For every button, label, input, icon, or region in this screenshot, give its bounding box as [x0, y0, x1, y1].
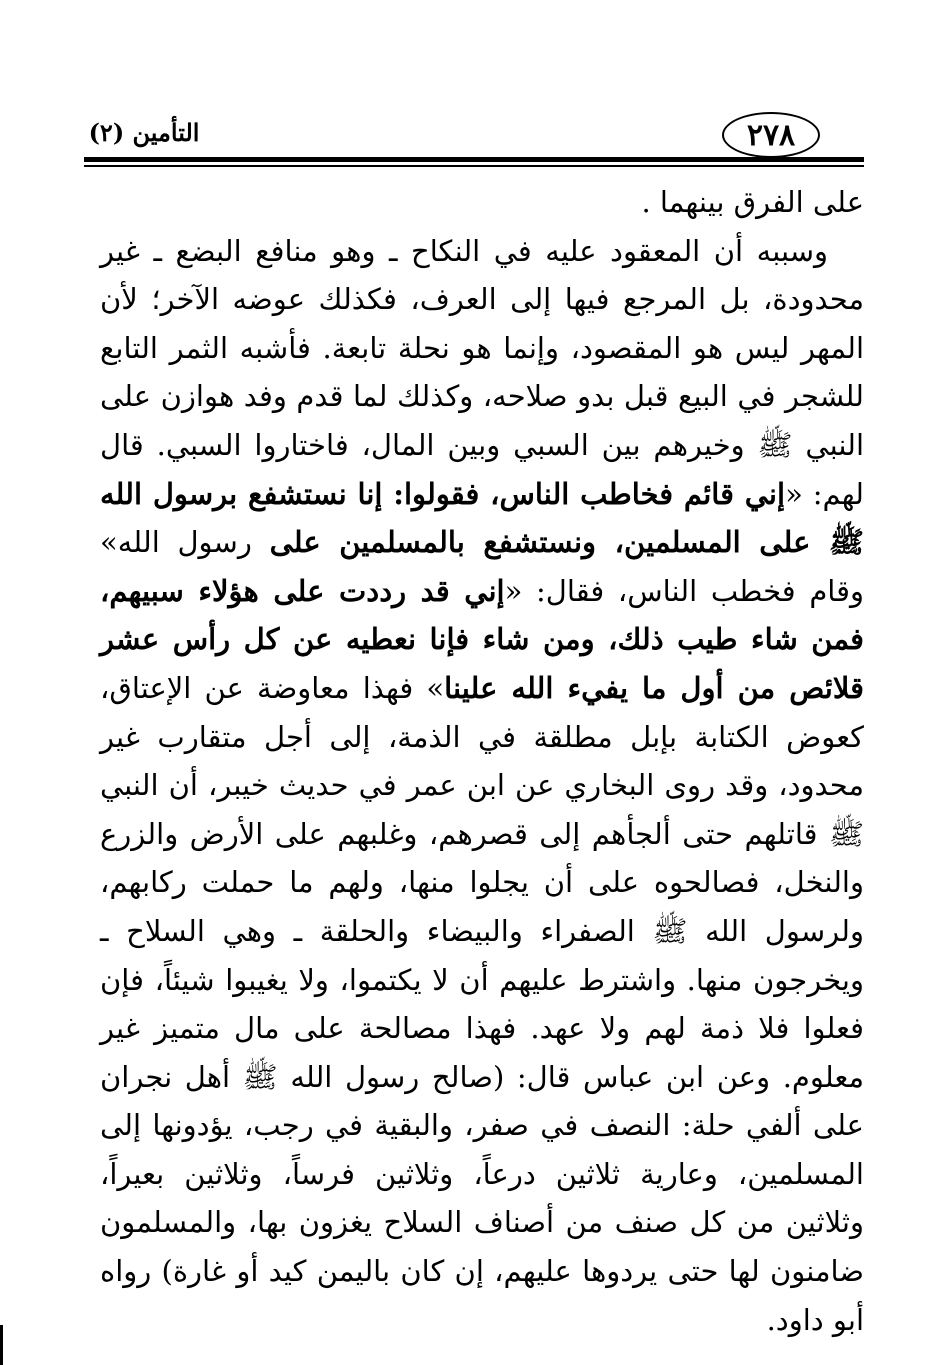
scan-edge-mark: [0, 1325, 3, 1365]
paragraph-1: على الفرق بينهما .: [641, 185, 864, 219]
body-text: [100, 178, 865, 1337]
paragraph-2-text-c: رسول الله» وقام فخطب الناس، فقال: «: [100, 525, 865, 608]
hadith-quote-1: إني قائم فخاطب الناس، فقولوا: إنا نستشفع برسول الله ﷺ على المسلمين، ونستشفع بالمسلمين على: [100, 476, 864, 560]
header-rule-thin: [84, 165, 864, 167]
header-rule-thick: [84, 157, 864, 162]
hadith-quote-2: إني قد رددت على هؤلاء سبيهم، فمن شاء طيب ذلك، ومن شاء فإنا نعطيه عن كل رأس عشر قلائص من أول ما يفيء الله علينا: [100, 573, 864, 705]
page-number: ٢٧٨: [722, 112, 820, 158]
paragraph-2: [100, 227, 864, 1345]
paragraph-2-text-a: وسببه أن المعقود عليه في النكاح ـ وهو منافع البضع ـ غير محدودة، بل المرجع فيها إلى العرف، فكذلك عوضه الآخر؛ لأن المهر ليس هو المقصود، وإنما هو نحلة تابعة. فأشبه الثمر التابع للشجر في البيع قبل بدو صلاحه، وكذلك لما قدم وفد هوازن على النبي ﷺ وخيرهم بين السبي وبين المال، فاختاروا السبي. قال لهم: «: [100, 233, 864, 511]
page-header: [0, 0, 941, 170]
paragraph-2-text-e: » فهذا معاوضة عن الإعتاق، كعوض الكتابة بإبل مطلقة في الذمة، إلى أجل متقارب غير محدود، وقد روى البخاري عن ابن عمر في حديث خيبر، أن النبي ﷺ قاتلهم حتى ألجأهم إلى قصرهم، وغلبهم على الأرض والزرع والنخل، فصالحوه على أن يجلوا منها، ولهم ما حملت ركابهم، ولرسول الله ﷺ الصفراء والبيضاء والحلقة ـ وهي السلاح ـ ويخرجون منها. واشترط عليهم أن لا يكتموا، ولا يغيبوا شيئاً، فإن فعلوا فلا ذمة لهم ولا عهد. فهذا مصالحة على مال متميز غير معلوم. وعن ابن عباس قال: (صالح رسول الله ﷺ أهل نجران على ألفي حلة: النصف في صفر، والبقية في رجب، يؤدونها إلى المسلمين، وعارية ثلاثين درعاً، وثلاثين فرساً، وثلاثين بعيراً، وثلاثين من كل صنف من أصناف السلاح يغزون بها، والمسلمون ضامنون لها حتى يردوها عليهم، إن كان باليمن كيد أو غارة) رواه أبو داود.: [100, 670, 864, 1337]
running-title: التأمين (٢): [88, 118, 200, 147]
